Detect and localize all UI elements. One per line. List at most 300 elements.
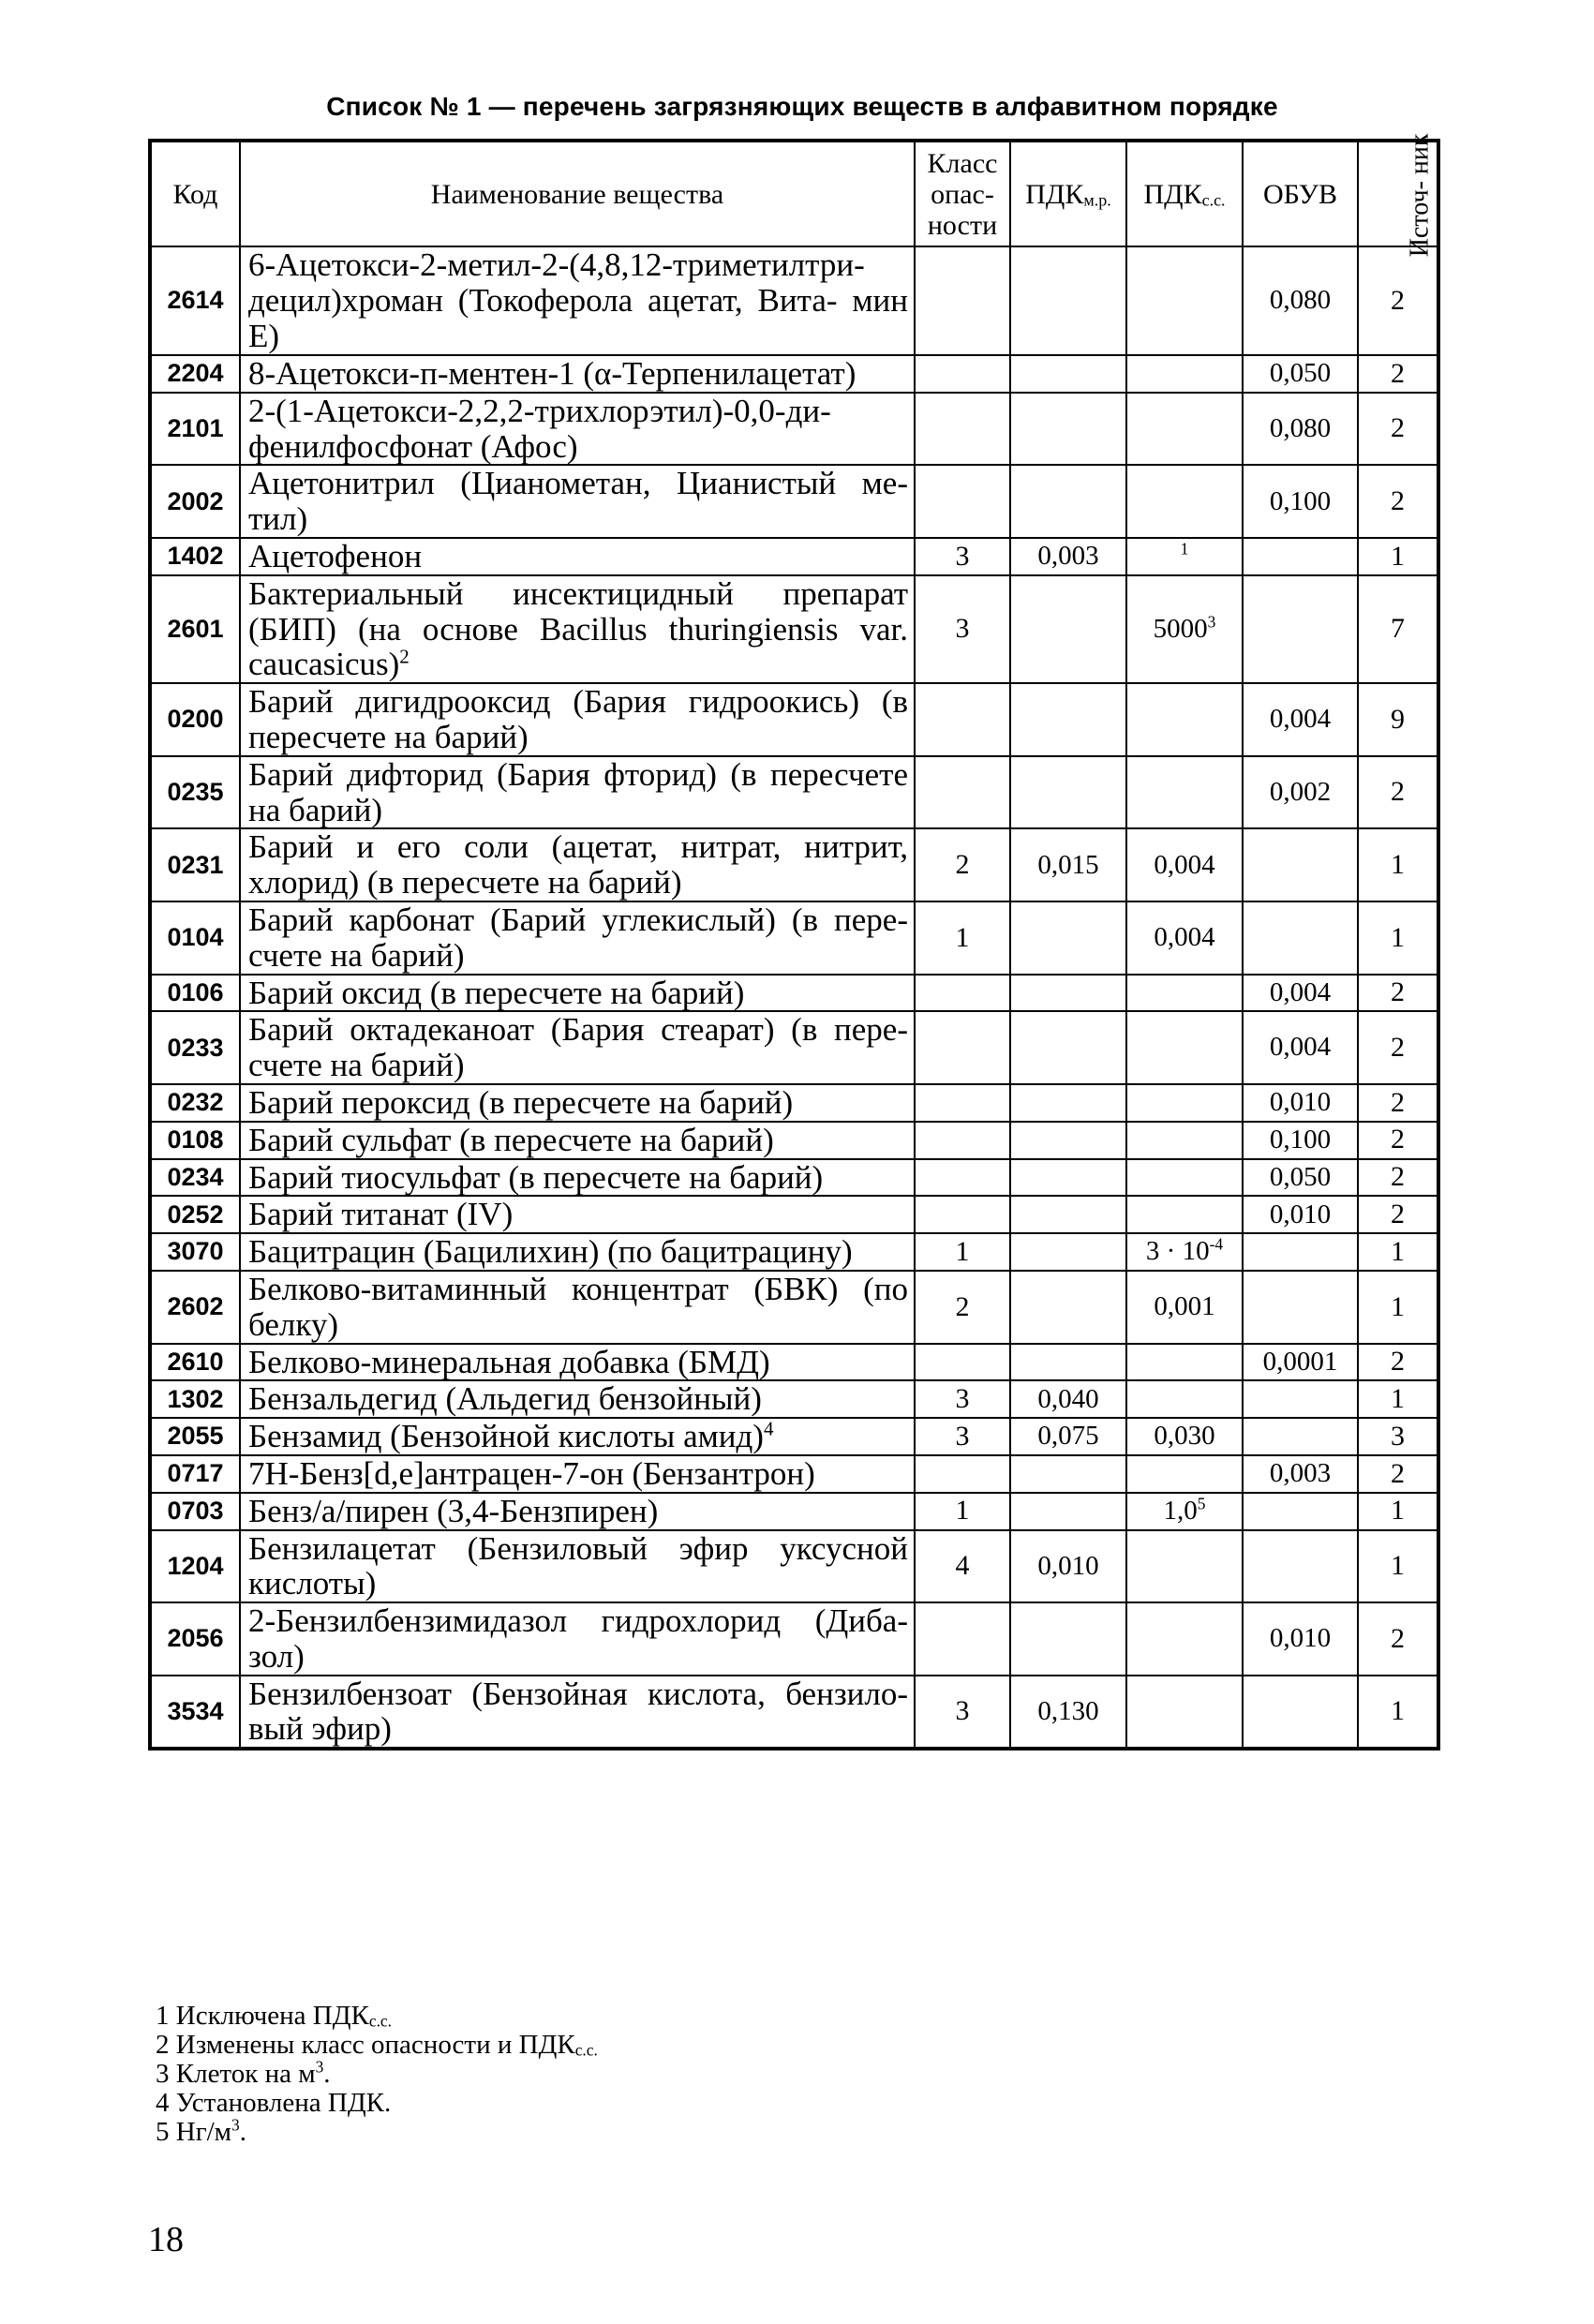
obuv-cell: [1243, 1196, 1358, 1233]
code-cell-text: 2614: [167, 286, 224, 315]
footnote-text: Изменены класс опасности и ПДК: [175, 2030, 575, 2060]
obuv-cell: [1243, 575, 1358, 683]
code-cell: [150, 1676, 240, 1750]
code-cell-text: 2055: [167, 1422, 224, 1451]
source-cell: [1358, 1271, 1438, 1344]
source-cell-text: 2: [1391, 412, 1405, 444]
code-cell: [150, 1233, 240, 1271]
code-cell: [150, 1530, 240, 1603]
source-cell-text: 1: [1391, 1550, 1405, 1582]
code-cell: [150, 1122, 240, 1159]
code-cell: [150, 975, 240, 1012]
hazard-class-cell: [915, 1344, 1010, 1381]
source-cell: [1358, 975, 1438, 1012]
table-row: [150, 246, 1438, 355]
source-cell-text: 2: [1391, 1161, 1405, 1193]
source-cell-text: 2: [1391, 1457, 1405, 1489]
hazard-class-cell: [915, 1530, 1010, 1603]
footnote-subscript: с.с.: [368, 2011, 392, 2031]
hazard-class-cell-text: 1: [955, 1495, 970, 1527]
table-row: [150, 1530, 1438, 1603]
pdk-ss-cell-text: 3 · 10: [1145, 1236, 1210, 1267]
source-cell: [1358, 1196, 1438, 1233]
hazard-class-cell: [915, 1233, 1010, 1271]
hazard-class-cell-text: 3: [955, 1695, 970, 1727]
source-cell: [1358, 1602, 1438, 1676]
source-cell-text: 1: [1391, 1290, 1405, 1322]
footnote-number: 2: [156, 2030, 170, 2060]
code-cell-text: 2610: [167, 1347, 224, 1376]
table-row: [150, 1418, 1438, 1455]
obuv-cell: [1243, 1602, 1358, 1676]
header-pdk-ss-sub: с.с.: [1201, 190, 1226, 210]
source-cell: [1358, 1011, 1438, 1084]
code-cell-text: 0232: [167, 1088, 224, 1117]
obuv-cell: [1243, 1159, 1358, 1197]
pdk-mr-cell: [1010, 393, 1126, 466]
source-cell-text: 3: [1391, 1420, 1405, 1452]
pdk-mr-cell: [1010, 355, 1126, 393]
code-cell: [150, 1455, 240, 1493]
pdk-ss-cell-text: 1,0: [1163, 1495, 1198, 1526]
obuv-cell-text: 0,003: [1269, 1458, 1332, 1489]
table-row: [150, 575, 1438, 683]
pdk-mr-cell: [1010, 756, 1126, 829]
code-cell: [150, 246, 240, 355]
hazard-class-cell: [915, 756, 1010, 829]
pdk-ss-cell-superscript: -4: [1209, 1234, 1224, 1254]
table-row: [150, 1380, 1438, 1418]
name-cell-text: Барий тиосульфат (в пересчете на барий): [248, 1158, 824, 1196]
hazard-class-cell: [915, 465, 1010, 538]
pdk-mr-cell: [1010, 465, 1126, 538]
pdk-mr-cell-text: 0,130: [1037, 1695, 1099, 1726]
pdk-ss-cell: [1126, 1122, 1243, 1159]
pdk-ss-cell: [1126, 1418, 1243, 1455]
hazard-class-cell-text: 3: [955, 1420, 970, 1452]
name-cell: [240, 1011, 915, 1084]
footnote: [156, 2089, 598, 2118]
hazard-class-cell: [915, 1122, 1010, 1159]
hazard-class-cell: [915, 1602, 1010, 1676]
pdk-mr-cell: [1010, 538, 1126, 575]
pdk-mr-cell: [1010, 1084, 1126, 1122]
code-cell: [150, 538, 240, 575]
name-cell-text: Бенз/а/пирен (3,4-Бензпирен): [248, 1492, 659, 1529]
pdk-ss-cell: [1126, 465, 1243, 538]
source-cell-text: 2: [1391, 1346, 1405, 1378]
pdk-mr-cell: [1010, 1455, 1126, 1493]
hazard-class-cell-text: 3: [955, 613, 970, 645]
code-cell-text: 0235: [167, 777, 224, 806]
name-cell: [240, 1455, 915, 1493]
footnote-superscript: 3: [315, 2057, 324, 2077]
code-cell: [150, 393, 240, 466]
obuv-cell: [1243, 901, 1358, 975]
pdk-mr-cell: [1010, 246, 1126, 355]
name-cell-text: Барий дифторид (Бария фторид) (в пересчете на барий): [248, 755, 908, 828]
name-cell: [240, 828, 915, 901]
name-cell: [240, 465, 915, 538]
name-cell: [240, 975, 915, 1012]
obuv-cell-text: 0,100: [1269, 485, 1332, 516]
page-number: 18: [148, 2220, 184, 2259]
name-cell: [240, 246, 915, 355]
hazard-class-cell: [915, 246, 1010, 355]
footnote: [156, 2115, 598, 2147]
hazard-class-cell: [915, 975, 1010, 1012]
pdk-ss-cell-superscript: 3: [1207, 612, 1216, 632]
hazard-class-cell: [915, 1455, 1010, 1493]
name-cell: [240, 1530, 915, 1603]
hazard-class-cell: [915, 575, 1010, 683]
code-cell-text: 3534: [167, 1696, 224, 1725]
table-header-row: [150, 141, 1438, 246]
obuv-cell: [1243, 393, 1358, 466]
name-cell: [240, 1159, 915, 1197]
name-cell-text: Барий октадеканоат (Бария стеарат) (в пере- счете на барий): [248, 1011, 908, 1084]
source-cell-text: 7: [1391, 613, 1405, 645]
obuv-cell: [1243, 1530, 1358, 1603]
hazard-class-cell: [915, 355, 1010, 393]
hazard-class-cell: [915, 901, 1010, 975]
table-row: [150, 828, 1438, 901]
obuv-cell: [1243, 538, 1358, 575]
name-cell: [240, 901, 915, 975]
obuv-cell: [1243, 1418, 1358, 1455]
pdk-ss-cell: [1126, 1493, 1243, 1530]
source-cell: [1358, 1493, 1438, 1530]
name-cell: [240, 393, 915, 466]
obuv-cell-text: 0,010: [1269, 1087, 1332, 1118]
table-row: [150, 1011, 1438, 1084]
name-cell-text: Бензальдегид (Альдегид бензойный): [248, 1380, 762, 1418]
table-row: [150, 355, 1438, 393]
code-cell-text: 2056: [167, 1624, 224, 1653]
code-cell: [150, 756, 240, 829]
name-cell: [240, 1676, 915, 1750]
code-cell-text: 0200: [167, 705, 224, 734]
header-code: Код: [150, 141, 240, 246]
obuv-cell-text: 0,100: [1269, 1124, 1332, 1155]
obuv-cell: [1243, 1271, 1358, 1344]
obuv-cell-text: 0,004: [1269, 704, 1332, 735]
source-cell: [1358, 901, 1438, 975]
source-cell: [1358, 1530, 1438, 1603]
pdk-ss-cell: [1126, 246, 1243, 355]
obuv-cell: [1243, 465, 1358, 538]
source-cell-text: 1: [1391, 1235, 1405, 1267]
name-cell-text: Барий титанат (IV): [248, 1196, 514, 1233]
name-cell-text: Ацетофенон: [248, 537, 423, 574]
name-cell: [240, 355, 915, 393]
pdk-ss-cell: [1126, 1011, 1243, 1084]
pdk-mr-cell: [1010, 828, 1126, 901]
table-row: [150, 1084, 1438, 1122]
code-cell: [150, 1011, 240, 1084]
code-cell-text: 0233: [167, 1033, 224, 1062]
obuv-cell-text: 0,050: [1269, 358, 1332, 389]
name-cell: [240, 538, 915, 575]
source-cell: [1358, 1159, 1438, 1197]
hazard-class-cell-text: 2: [955, 1290, 970, 1322]
footnote-tail: .: [323, 2059, 331, 2089]
code-cell: [150, 1159, 240, 1197]
obuv-cell: [1243, 756, 1358, 829]
pdk-mr-cell: [1010, 1493, 1126, 1530]
pdk-mr-cell: [1010, 1233, 1126, 1271]
obuv-cell: [1243, 1380, 1358, 1418]
pdk-ss-cell: [1126, 1676, 1243, 1750]
name-cell: [240, 756, 915, 829]
obuv-cell: [1243, 1493, 1358, 1530]
name-cell-text: Белково-минеральная добавка (БМД): [248, 1343, 770, 1380]
source-cell-text: 1: [1391, 540, 1405, 572]
hazard-class-cell-text: 3: [955, 540, 970, 572]
code-cell: [150, 1084, 240, 1122]
source-cell: [1358, 756, 1438, 829]
obuv-cell: [1243, 1011, 1358, 1084]
pdk-mr-cell-text: 0,075: [1037, 1421, 1099, 1452]
source-cell-text: 2: [1391, 1199, 1405, 1230]
code-cell-text: 0234: [167, 1162, 224, 1191]
code-cell: [150, 465, 240, 538]
source-cell: [1358, 683, 1438, 756]
code-cell: [150, 575, 240, 683]
table-row: [150, 393, 1438, 466]
code-cell-text: 2204: [167, 359, 224, 388]
table-row: [150, 1602, 1438, 1676]
hazard-class-cell: [915, 1380, 1010, 1418]
name-cell-text: Бензилацетат (Бензиловый эфир уксусной кислоты): [248, 1529, 908, 1602]
hazard-class-cell: [915, 1011, 1010, 1084]
obuv-cell: [1243, 683, 1358, 756]
footnote: [156, 2002, 598, 2031]
name-cell: [240, 1084, 915, 1122]
table-row: [150, 756, 1438, 829]
name-cell-text: Барий карбонат (Барий углекислый) (в пере- счете на барий): [248, 901, 908, 974]
header-pdk-ss-text: ПДК: [1143, 178, 1202, 210]
hazard-class-cell: [915, 1159, 1010, 1197]
source-cell: [1358, 1122, 1438, 1159]
code-cell-text: 2101: [167, 414, 224, 443]
hazard-class-cell-text: 3: [955, 1383, 970, 1415]
pdk-ss-cell: [1126, 538, 1243, 575]
hazard-class-cell: [915, 1196, 1010, 1233]
header-source: [1358, 133, 1438, 258]
pdk-ss-cell: [1126, 828, 1243, 901]
footnote-number: 1: [156, 2001, 170, 2031]
obuv-cell-text: 0,0001: [1262, 1346, 1338, 1377]
obuv-cell: [1243, 975, 1358, 1012]
obuv-cell: [1243, 1455, 1358, 1493]
name-cell: [240, 1344, 915, 1381]
name-cell-superscript: 2: [399, 645, 410, 668]
obuv-cell-text: 0,002: [1269, 776, 1332, 807]
code-cell-text: 1402: [167, 542, 224, 571]
footnote-text: Исключена ПДК: [175, 2001, 369, 2031]
footnote-number: 5: [156, 2117, 170, 2147]
code-cell-text: 2002: [167, 486, 224, 515]
substances-table: [148, 133, 1440, 1750]
source-cell: [1358, 828, 1438, 901]
table-row: [150, 1159, 1438, 1197]
pdk-mr-cell: [1010, 901, 1126, 975]
table-row: [150, 1344, 1438, 1381]
code-cell-text: 0106: [167, 977, 224, 1006]
pdk-ss-cell-text: 0,004: [1154, 849, 1215, 880]
pdk-ss-cell: [1126, 575, 1243, 683]
hazard-class-cell: [915, 828, 1010, 901]
table-row: [150, 1233, 1438, 1271]
pdk-ss-cell: [1126, 1084, 1243, 1122]
source-cell: [1358, 1344, 1438, 1381]
footnote-subscript: с.с.: [574, 2040, 598, 2060]
name-cell-text: 7Н-Бенз[d,e]антрацен-7-он (Бензантрон): [248, 1454, 815, 1492]
source-cell-text: 1: [1391, 1495, 1405, 1527]
obuv-cell-text: 0,080: [1269, 412, 1332, 443]
code-cell-text: 0703: [167, 1497, 224, 1526]
table-row: [150, 1122, 1438, 1159]
name-cell-text: Барий дигидрооксид (Бария гидроокись) (в пересчете на барий): [248, 683, 908, 755]
source-cell-text: 2: [1391, 357, 1405, 389]
table-row: [150, 465, 1438, 538]
table-row: [150, 1455, 1438, 1493]
table-row: [150, 1676, 1438, 1750]
code-cell: [150, 1418, 240, 1455]
header-hazard-class: Класс опас- ности: [915, 141, 1010, 246]
name-cell-text: Ацетонитрил (Цианометан, Цианистый ме- тил): [248, 465, 908, 538]
footnote-number: 3: [156, 2059, 170, 2089]
pdk-ss-cell: [1126, 1233, 1243, 1271]
source-cell-text: 2: [1391, 1086, 1405, 1118]
source-cell-text: 2: [1391, 976, 1405, 1008]
hazard-class-cell-text: 1: [955, 1235, 970, 1267]
source-cell-text: 1: [1391, 1695, 1405, 1727]
obuv-cell-text: 0,080: [1269, 285, 1332, 316]
source-cell: [1358, 465, 1438, 538]
pdk-mr-cell: [1010, 1271, 1126, 1344]
obuv-cell-text: 0,010: [1269, 1199, 1332, 1229]
pdk-ss-cell: [1126, 1344, 1243, 1381]
name-cell: [240, 1122, 915, 1159]
name-cell-superscript: 4: [763, 1417, 774, 1440]
pdk-ss-cell: [1126, 1196, 1243, 1233]
name-cell-text: Бацитрацин (Бацилихин) (по бацитрацину): [248, 1233, 853, 1271]
obuv-cell-text: 0,050: [1269, 1161, 1332, 1192]
obuv-cell: [1243, 1233, 1358, 1271]
name-cell-text: 8-Ацетокси-п-ментен-1 (α-Терпенилацетат): [248, 355, 857, 392]
table-row: [150, 1196, 1438, 1233]
footnote: [156, 2057, 598, 2089]
source-cell-text: 9: [1391, 703, 1405, 735]
obuv-cell: [1243, 246, 1358, 355]
pdk-ss-cell-text: 0,030: [1154, 1421, 1215, 1452]
hazard-class-cell: [915, 1676, 1010, 1750]
name-cell: [240, 1380, 915, 1418]
code-cell-text: 0717: [167, 1459, 224, 1488]
code-cell: [150, 1196, 240, 1233]
source-cell: [1358, 355, 1438, 393]
source-cell: [1358, 1233, 1438, 1271]
hazard-class-cell: [915, 683, 1010, 756]
pdk-ss-cell: [1126, 975, 1243, 1012]
hazard-class-cell: [915, 1271, 1010, 1344]
hazard-class-cell-text: 2: [955, 848, 970, 880]
pdk-mr-cell: [1010, 1530, 1126, 1603]
name-cell-text: 2-(1-Ацетокси-2,2,2-трихлорэтил)-0,0-ди- фенилфосфонат (Афос): [248, 392, 831, 465]
code-cell: [150, 828, 240, 901]
source-cell-text: 1: [1391, 1383, 1405, 1415]
footnote-superscript: 3: [231, 2115, 240, 2135]
code-cell: [150, 1493, 240, 1530]
pdk-mr-cell: [1010, 1344, 1126, 1381]
code-cell-text: 2601: [167, 614, 224, 643]
code-cell-text: 3070: [167, 1237, 224, 1266]
source-cell-text: 2: [1391, 1124, 1405, 1155]
pdk-mr-cell: [1010, 1380, 1126, 1418]
header-pdk-mr: [1010, 141, 1126, 246]
source-cell: [1358, 1418, 1438, 1455]
obuv-cell: [1243, 828, 1358, 901]
footnote-tail: .: [239, 2117, 246, 2147]
name-cell-text: Бензамид (Бензойной кислоты амид): [248, 1418, 764, 1455]
pdk-mr-cell: [1010, 1676, 1126, 1750]
code-cell: [150, 683, 240, 756]
header-source-text: Источ- ник: [1405, 133, 1435, 258]
source-cell-text: 2: [1391, 284, 1405, 316]
pdk-ss-cell: [1126, 1530, 1243, 1603]
pdk-mr-cell-text: 0,010: [1037, 1550, 1099, 1581]
hazard-class-cell: [915, 538, 1010, 575]
pdk-ss-cell: [1126, 393, 1243, 466]
obuv-cell-text: 0,010: [1269, 1623, 1332, 1654]
pdk-ss-cell: [1126, 1159, 1243, 1197]
code-cell-text: 0252: [167, 1199, 224, 1229]
pdk-mr-cell-text: 0,040: [1037, 1383, 1099, 1414]
code-cell-text: 0108: [167, 1125, 224, 1155]
name-cell-text: Бензилбензоат (Бензойная кислота, бензило- вый эфир): [248, 1675, 908, 1748]
name-cell-text: Барий и его соли (ацетат, нитрат, нитрит, хлорид) (в пересчете на барий): [248, 828, 908, 901]
pdk-mr-cell-text: 0,015: [1037, 849, 1099, 880]
pdk-ss-cell: [1126, 756, 1243, 829]
header-name: Наименование вещества: [240, 141, 915, 246]
name-cell: [240, 683, 915, 756]
pdk-ss-cell-text: 5000: [1153, 613, 1208, 644]
code-cell: [150, 1344, 240, 1381]
code-cell: [150, 1271, 240, 1344]
obuv-cell-text: 0,004: [1269, 976, 1332, 1007]
obuv-cell: [1243, 355, 1358, 393]
code-cell: [150, 1602, 240, 1676]
pdk-ss-cell: [1126, 355, 1243, 393]
name-cell: [240, 575, 915, 683]
source-cell-text: 1: [1391, 921, 1405, 953]
name-cell-text: Барий сульфат (в пересчете на барий): [248, 1121, 774, 1158]
footnotes: [156, 2002, 598, 2147]
pdk-mr-cell: [1010, 975, 1126, 1012]
header-pdk-mr-text: ПДК: [1025, 178, 1084, 210]
pdk-mr-cell: [1010, 683, 1126, 756]
pdk-ss-cell-text: 0,004: [1154, 922, 1215, 953]
obuv-cell: [1243, 1676, 1358, 1750]
code-cell: [150, 901, 240, 975]
pdk-ss-cell: [1126, 1602, 1243, 1676]
source-cell: [1358, 575, 1438, 683]
source-cell: [1358, 1676, 1438, 1750]
obuv-cell: [1243, 1344, 1358, 1381]
hazard-class-cell-text: 4: [955, 1550, 970, 1582]
